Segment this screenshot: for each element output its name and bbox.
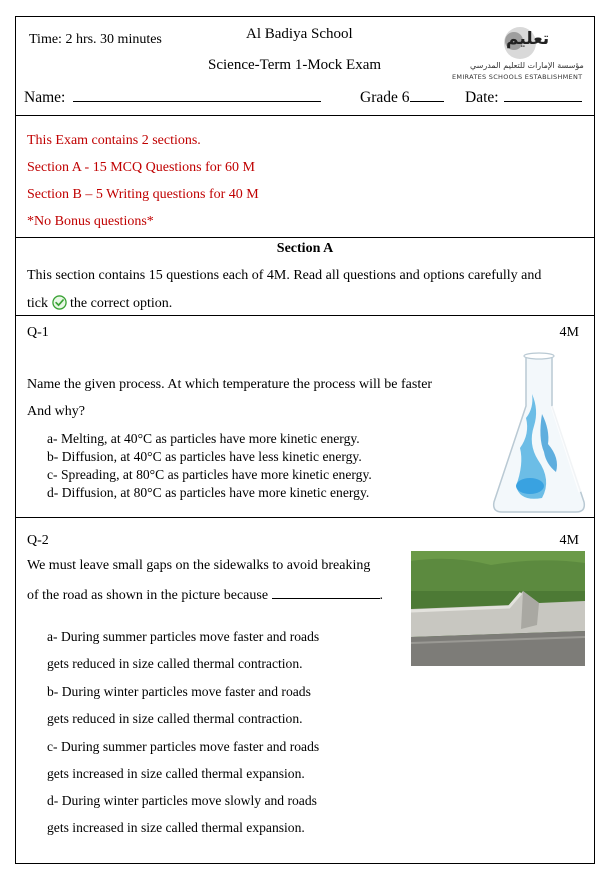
exam-time: Time: 2 hrs. 30 minutes [29, 32, 162, 47]
grade-field [360, 87, 444, 107]
question-text: of the road as shown in the picture because [27, 588, 269, 603]
option-a[interactable]: a- During summer particles move faster and roads [47, 629, 320, 644]
option-b[interactable]: b- Diffusion, at 40°C as particles have less kinetic energy. [47, 449, 362, 464]
logo-arabic-title: تعليم [506, 29, 550, 49]
name-label: Name: [24, 89, 66, 106]
section-instruction-2 [27, 295, 172, 312]
option-d-cont: gets increased in size called thermal expansion. [47, 820, 305, 835]
exam-title: Science-Term 1-Mock Exam [208, 57, 382, 73]
grade-blank[interactable] [410, 87, 444, 102]
question-marks: 4M [559, 325, 579, 340]
option-d[interactable]: d- During winter particles move slowly and roads [47, 793, 317, 808]
option-a-cont: gets reduced in size called thermal contraction. [47, 656, 303, 671]
question-text-blank [27, 586, 383, 604]
info-line: Section A - 15 MCQ Questions for 60 M [27, 160, 255, 175]
option-b[interactable]: b- During winter particles move faster and roads [47, 684, 311, 699]
name-field[interactable] [24, 87, 321, 107]
divider [16, 517, 594, 518]
section-title: Section A [276, 241, 334, 256]
logo-arabic-subtitle: مؤسسة الإمارات للتعليم المدرسي [470, 61, 584, 70]
option-c[interactable]: c- Spreading, at 80°C as particles have more kinetic energy. [47, 467, 372, 482]
buckled-sidewalk-image [411, 551, 585, 666]
info-line: This Exam contains 2 sections. [27, 133, 201, 148]
option-d[interactable]: d- Diffusion, at 80°C as particles have more kinetic energy. [47, 485, 370, 500]
school-name: Al Badiya School [246, 26, 353, 42]
question-text: And why? [27, 404, 85, 419]
tick-instruction: the correct option. [70, 296, 173, 311]
divider [16, 315, 594, 316]
tick-label: tick [27, 296, 48, 311]
check-circle-icon [52, 295, 67, 310]
option-c[interactable]: c- During summer particles move faster and roads [47, 739, 320, 754]
section-instruction: This section contains 15 questions each of 4M. Read all questions and options carefully and [27, 268, 542, 283]
flask-diffusion-image [490, 352, 588, 516]
date-field[interactable] [465, 87, 582, 107]
grade-label: Grade 6 [360, 89, 410, 106]
date-blank[interactable] [504, 87, 582, 102]
option-b-cont: gets reduced in size called thermal contraction. [47, 711, 303, 726]
name-blank[interactable] [73, 87, 321, 102]
question-number: Q-1 [27, 325, 49, 340]
logo-english: EMIRATES SCHOOLS ESTABLISHMENT [452, 73, 583, 81]
option-c-cont: gets increased in size called thermal expansion. [47, 766, 305, 781]
info-line: Section B – 5 Writing questions for 40 M [27, 187, 259, 202]
question-marks: 4M [559, 533, 579, 548]
logo [448, 23, 588, 85]
question-end: . [379, 588, 384, 603]
divider [16, 115, 594, 116]
question-text: We must leave small gaps on the sidewalks to avoid breaking [27, 558, 371, 573]
question-text: Name the given process. At which temperature the process will be faster [27, 377, 433, 392]
exam-page [15, 16, 595, 864]
answer-blank[interactable] [272, 586, 380, 599]
divider [16, 237, 594, 238]
date-label: Date: [465, 89, 499, 106]
option-a[interactable]: a- Melting, at 40°C as particles have more kinetic energy. [47, 431, 360, 446]
info-line: *No Bonus questions* [27, 214, 154, 229]
question-number: Q-2 [27, 533, 49, 548]
